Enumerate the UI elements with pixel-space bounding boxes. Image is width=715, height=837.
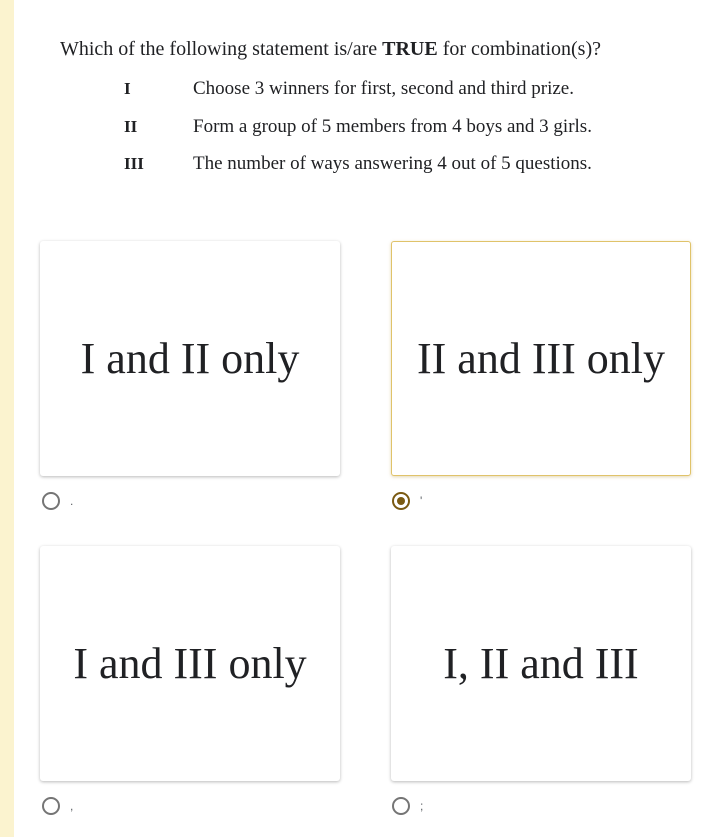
option-d-radio-label: ; bbox=[420, 799, 424, 813]
option-card-b[interactable] bbox=[391, 241, 691, 476]
question-text-before: Which of the following statement is/are bbox=[60, 38, 383, 60]
option-c-text: I and III only bbox=[73, 638, 307, 688]
option-c-radio-label: , bbox=[70, 799, 74, 813]
option-a-text: I and II only bbox=[80, 333, 300, 383]
option-card-d[interactable] bbox=[391, 546, 691, 781]
statement-2-text: Form a group of 5 members from 4 boys and 3 girls. bbox=[193, 116, 592, 137]
option-d-radio-row[interactable] bbox=[392, 797, 423, 815]
option-a-radio-row[interactable] bbox=[42, 492, 73, 510]
option-d-radio[interactable] bbox=[392, 797, 410, 815]
statement-3-number: III bbox=[124, 154, 144, 173]
option-a-radio[interactable] bbox=[42, 492, 60, 510]
option-b-radio-label: ' bbox=[420, 494, 423, 508]
option-c-radio[interactable] bbox=[42, 797, 60, 815]
question-bold-true: TRUE bbox=[382, 38, 438, 60]
option-b-radio-row[interactable] bbox=[392, 492, 422, 510]
option-b-text: II and III only bbox=[416, 333, 665, 383]
left-accent-strip bbox=[0, 0, 14, 837]
question-text bbox=[60, 36, 700, 62]
statement-3-text: The number of ways answering 4 out of 5 questions. bbox=[193, 153, 592, 174]
option-card-c[interactable] bbox=[40, 546, 340, 781]
statement-2-number: II bbox=[124, 117, 138, 136]
option-a-radio-label: . bbox=[70, 494, 74, 508]
option-card-a[interactable] bbox=[40, 241, 340, 476]
option-b-radio[interactable] bbox=[392, 492, 410, 510]
statement-1-number: I bbox=[124, 79, 131, 98]
option-d-text: I, II and III bbox=[443, 638, 639, 688]
statement-1-text: Choose 3 winners for first, second and third prize. bbox=[193, 78, 574, 99]
option-c-radio-row[interactable] bbox=[42, 797, 73, 815]
question-text-after: for combination(s)? bbox=[437, 38, 601, 60]
